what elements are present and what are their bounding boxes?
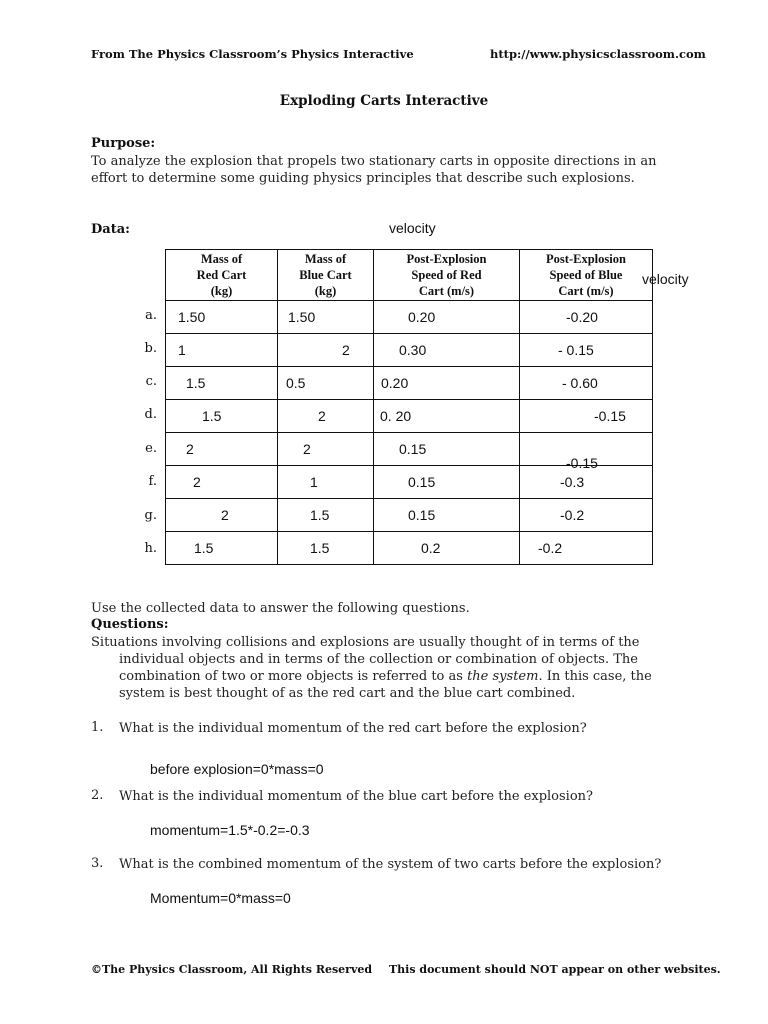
row-label-e: e. xyxy=(145,441,157,456)
cell-mass-red: 2 xyxy=(221,507,229,523)
cell-speed-red: 0.15 xyxy=(408,507,436,523)
question-3-text: What is the combined momentum of the system of two carts before the explosion? xyxy=(119,857,662,872)
cell-speed-blue: -0.2 xyxy=(560,507,585,523)
cell-mass-red: 1.5 xyxy=(186,375,206,391)
row-label-g: g. xyxy=(144,508,157,523)
table-row xyxy=(166,301,653,334)
question-1-number: 1. xyxy=(91,720,104,735)
cell-mass-red: 1.50 xyxy=(178,309,206,325)
row-label-f: f. xyxy=(148,474,157,489)
question-2-answer: momentum=1.5*-0.2=-0.3 xyxy=(150,822,310,838)
use-data-instruction: Use the collected data to answer the following questions. xyxy=(91,601,470,616)
cell-mass-blue: 1 xyxy=(310,474,318,490)
question-2-number: 2. xyxy=(91,788,104,803)
data-table xyxy=(165,249,653,565)
question-1-answer: before explosion=0*mass=0 xyxy=(150,761,324,777)
data-label: Data: xyxy=(91,222,130,237)
question-3-answer: Momentum=0*mass=0 xyxy=(150,890,291,906)
intro-3-part-c: . In this case, the xyxy=(538,669,652,684)
cell-speed-blue: -0.3 xyxy=(560,474,585,490)
cell-speed-blue: -0.20 xyxy=(566,309,598,325)
table-row xyxy=(166,466,653,499)
cell-mass-blue: 1.5 xyxy=(310,540,330,556)
purpose-label: Purpose: xyxy=(91,136,156,151)
velocity-note-right: velocity xyxy=(642,271,689,287)
cell-speed-blue: -0.2 xyxy=(538,540,563,556)
cell-mass-blue: 2 xyxy=(342,342,350,358)
questions-intro-1: Situations involving collisions and explosions are usually thought of in terms of the xyxy=(91,635,640,650)
table-row xyxy=(166,433,653,466)
row-label-d: d. xyxy=(144,407,157,422)
purpose-line-2: effort to determine some guiding physics principles that describe such explosions. xyxy=(91,171,635,186)
cell-mass-blue: 1.50 xyxy=(288,309,316,325)
cell-mass-blue: 2 xyxy=(303,441,311,457)
cell-mass-red: 1.5 xyxy=(194,540,214,556)
row-label-a: a. xyxy=(145,308,157,323)
header-speed-red: Post-Explosion Speed of Red Cart (m/s) xyxy=(374,250,520,301)
cell-mass-red: 1.5 xyxy=(202,408,222,424)
cell-speed-red: 0.15 xyxy=(408,474,436,490)
cell-speed-red: 0. 20 xyxy=(380,408,412,424)
table-row xyxy=(166,400,653,433)
cell-speed-red: 0.15 xyxy=(399,441,427,457)
row-label-b: b. xyxy=(144,341,157,356)
purpose-line-1: To analyze the explosion that propels two stationary carts in opposite directions in an xyxy=(91,154,657,169)
cell-mass-blue: 2 xyxy=(318,408,326,424)
cell-speed-red: 0.20 xyxy=(381,375,409,391)
cell-mass-red: 2 xyxy=(193,474,201,490)
header-speed-blue: Post-Explosion Speed of Blue Cart (m/s) xyxy=(520,250,653,301)
cell-mass-blue: 0.5 xyxy=(286,375,306,391)
question-2-text: What is the individual momentum of the blue cart before the explosion? xyxy=(119,789,593,804)
row-label-c: c. xyxy=(145,374,157,389)
cell-speed-red: 0.30 xyxy=(399,342,427,358)
header-url: http://www.physicsclassroom.com xyxy=(490,47,706,61)
footer-notice: This document should NOT appear on other websites. xyxy=(389,963,721,976)
cell-speed-blue: -0.15 xyxy=(594,408,626,424)
question-1-text: What is the individual momentum of the red cart before the explosion? xyxy=(119,721,587,736)
cell-mass-blue: 1.5 xyxy=(310,507,330,523)
cell-speed-red: 0.20 xyxy=(408,309,436,325)
table-header-row xyxy=(166,250,653,301)
table-row xyxy=(166,499,653,532)
cell-speed-blue: -0.15 xyxy=(566,455,598,471)
cell-speed-red: 0.2 xyxy=(421,540,441,556)
table-row xyxy=(166,367,653,400)
footer-copyright: ©The Physics Classroom, All Rights Reserved xyxy=(91,963,373,976)
cell-mass-red: 1 xyxy=(178,342,186,358)
row-label-h: h. xyxy=(144,541,157,556)
velocity-note-top: velocity xyxy=(389,220,436,236)
questions-label: Questions: xyxy=(91,617,169,632)
cell-speed-blue: - 0.60 xyxy=(562,375,598,391)
table-row xyxy=(166,334,653,367)
cell-mass-red: 2 xyxy=(186,441,194,457)
table-row xyxy=(166,532,653,565)
questions-intro-4: system is best thought of as the red cart and the blue cart combined. xyxy=(119,686,576,701)
intro-3-system-term: the system xyxy=(467,669,539,684)
header-mass-blue: Mass of Blue Cart (kg) xyxy=(278,250,374,301)
question-3-number: 3. xyxy=(91,856,104,871)
questions-intro-3 xyxy=(119,668,652,685)
page-title: Exploding Carts Interactive xyxy=(279,93,489,109)
header-source: From The Physics Classroom’s Physics Interactive xyxy=(91,47,414,61)
cell-speed-blue: - 0.15 xyxy=(558,342,594,358)
header-mass-red: Mass of Red Cart (kg) xyxy=(166,250,278,301)
questions-intro-2: individual objects and in terms of the collection or combination of objects. The xyxy=(119,652,638,667)
intro-3-part-a: combination of two or more objects is referred to as xyxy=(119,669,468,684)
